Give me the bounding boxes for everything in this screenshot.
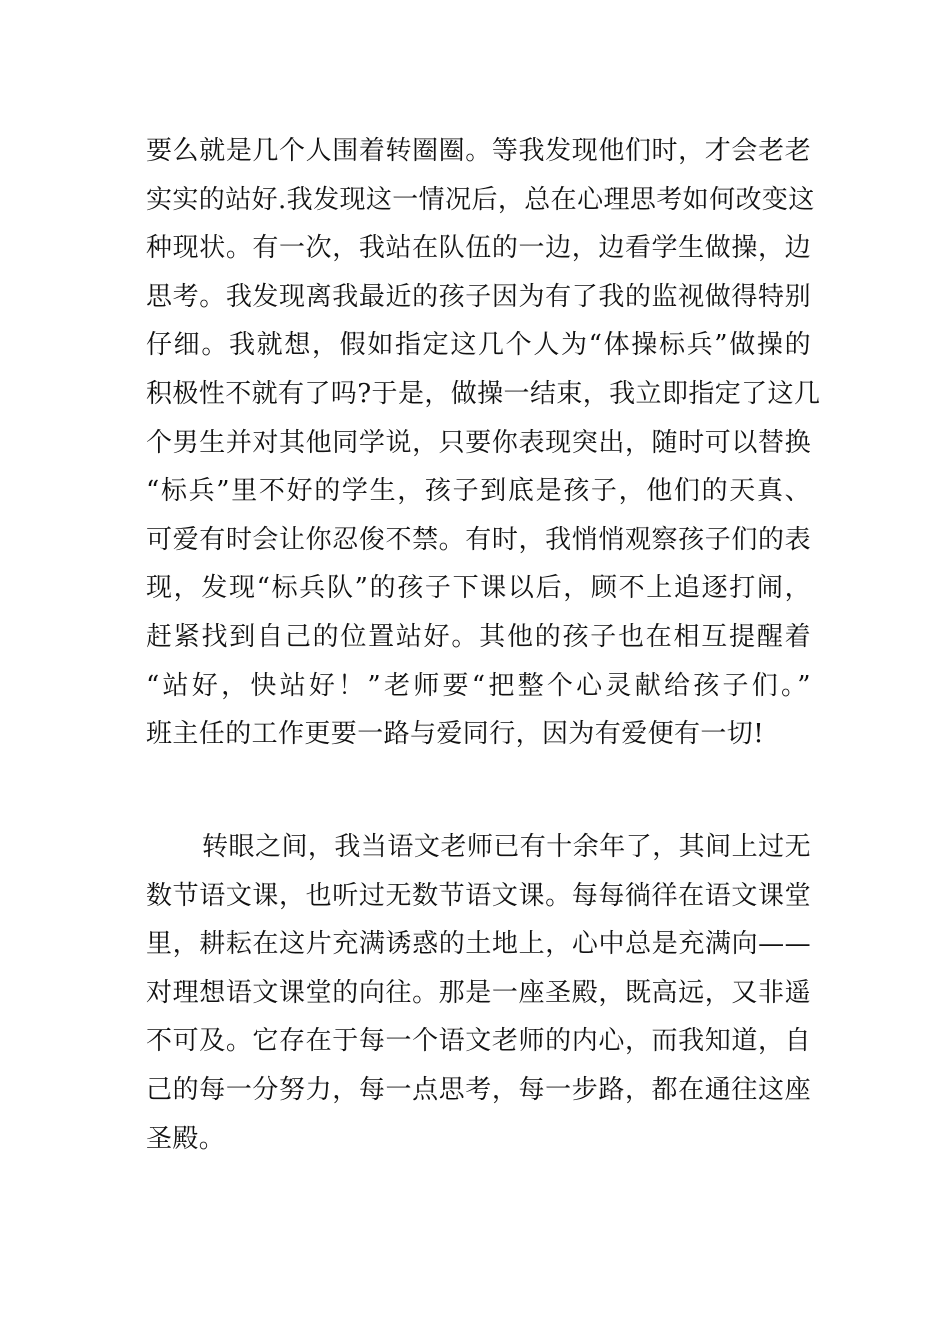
paragraph-1-line: 仔细。我就想，假如指定这几个人为“体操标兵”做操的 — [146, 330, 811, 361]
paragraph-1-line: “标兵”里不好的学生，孩子到底是孩子，他们的天真、 — [146, 476, 811, 507]
paragraph-2-line: 转眼之间，我当语文老师已有十余年了，其间上过无 — [202, 832, 811, 862]
paragraph-2-line: 己的每一分努力，每一点思考，每一步路，都在通往这座 — [146, 1074, 811, 1105]
paragraph-2-line: 圣殿。 — [146, 1123, 226, 1154]
paragraph-1-line: “站好，快站好！”老师要“把整个心灵献给孩子们。” — [146, 670, 811, 701]
paragraph-1-line: 个男生并对其他同学说，只要你表现突出，随时可以替换 — [146, 427, 811, 458]
paragraph-1 — [146, 127, 821, 759]
paragraph-2-line: 不可及。它存在于每一个语文老师的内心，而我知道，自 — [146, 1026, 811, 1057]
paragraph-1-line: 班主任的工作更要一路与爱同行，因为有爱便有一切! — [146, 719, 765, 750]
paragraph-1-line: 可爱有时会让你忍俊不禁。有时，我悄悄观察孩子们的表 — [146, 524, 811, 555]
paragraph-1-line: 要么就是几个人围着转圈圈。等我发现他们时，才会老老 — [146, 136, 811, 166]
paragraph-2-line: 对理想语文课堂的向往。那是一座圣殿，既高远，又非遥 — [146, 977, 811, 1008]
paragraph-1-line: 积极性不就有了吗?于是，做操一结束，我立即指定了这几 — [146, 378, 821, 409]
paragraph-1-line: 实实的站好.我发现这一情况后，总在心理思考如何改变这 — [146, 184, 815, 215]
paragraph-1-line: 种现状。有一次，我站在队伍的一边，边看学生做操，边 — [146, 233, 811, 264]
paragraph-1-line: 思考。我发现离我最近的孩子因为有了我的监视做得特别 — [146, 281, 811, 312]
paragraph-2-line: 数节语文课，也听过无数节语文课。每每徜徉在语文课堂 — [146, 880, 811, 911]
paragraph-1-line: 现，发现“标兵队”的孩子下课以后，顾不上追逐打闹， — [146, 573, 811, 604]
paragraph-2 — [146, 823, 811, 1163]
paragraph-1-line: 赶紧找到自己的位置站好。其他的孩子也在相互提醒着 — [146, 621, 811, 652]
paragraph-2-line: 里，耕耘在这片充满诱惑的土地上，心中总是充满向—— — [146, 929, 811, 960]
